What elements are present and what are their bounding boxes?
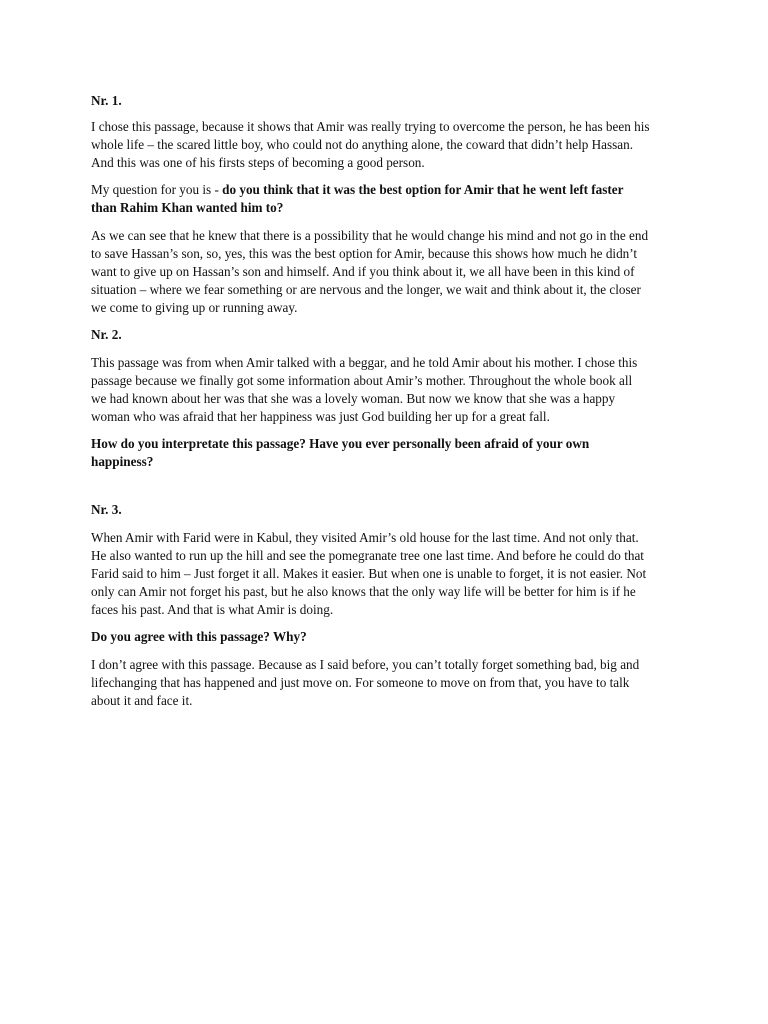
answer-paragraph: I don’t agree with this passage. Because as I said before, you can’t totally forget something bad, big and lifechanging that has happened and just move on. For someone to move on from that, you have to talk about it and face it. [91,657,640,708]
section-nr-3 [91,501,681,710]
question-paragraph: How do you interpretate this passage? Have you ever personally been afraid of your own happiness? [91,436,590,469]
question-paragraph [91,181,681,217]
section-heading: Nr. 3. [91,502,122,517]
section-heading: Nr. 2. [91,327,122,342]
section-nr-1 [91,92,681,317]
answer-paragraph: As we can see that he knew that there is a possibility that he would change his mind and not go in the end to save Hassan’s son, so, yes, this was the best option for Amir, because this shows how much he didn’t want to give up on Hassan’s son and himself. And if you think about it, we all have been in this kind of situation – where we fear something or are nervous and the longer, we wait and think about it, the closer we come to giving up or running away. [91,228,649,315]
section-intro-paragraph: When Amir with Farid were in Kabul, they visited Amir’s old house for the last time. And not only that. He also wanted to run up the hill and see the pomegranate tree one last time. And before he could do that Farid said to him – Just forget it all. Makes it easier. But when one is unable to forget, it is not easier. Not only can Amir not forget his past, but he also knows that the only way life will be better for him is if he faces his past. And that is what Amir is doing. [91,530,647,617]
question-prefix: My question for you is - [91,182,223,197]
section-intro-paragraph: This passage was from when Amir talked with a beggar, and he told Amir about his mother. I chose this passage because we finally got some information about Amir’s mother. Throughout the whole book all we had known about her was that she was a lovely woman. But now we know that she was a happy woman who was afraid that her happiness was just God building her up for a great fall. [91,355,638,424]
section-heading: Nr. 1. [91,93,122,108]
section-nr-2 [91,326,681,471]
question-paragraph: Do you agree with this passage? Why? [91,629,307,644]
question-text: do you think that it was the best option for Amir that he went left faster than Rahim Khan wanted him to? [91,182,624,215]
document-body [91,92,681,710]
section-intro-paragraph: I chose this passage, because it shows that Amir was really trying to overcome the person, he has been his whole life – the scared little boy, who could not do anything alone, the coward that didn’t help Hassan. And this was one of his firsts steps of becoming a good person. [91,119,650,170]
